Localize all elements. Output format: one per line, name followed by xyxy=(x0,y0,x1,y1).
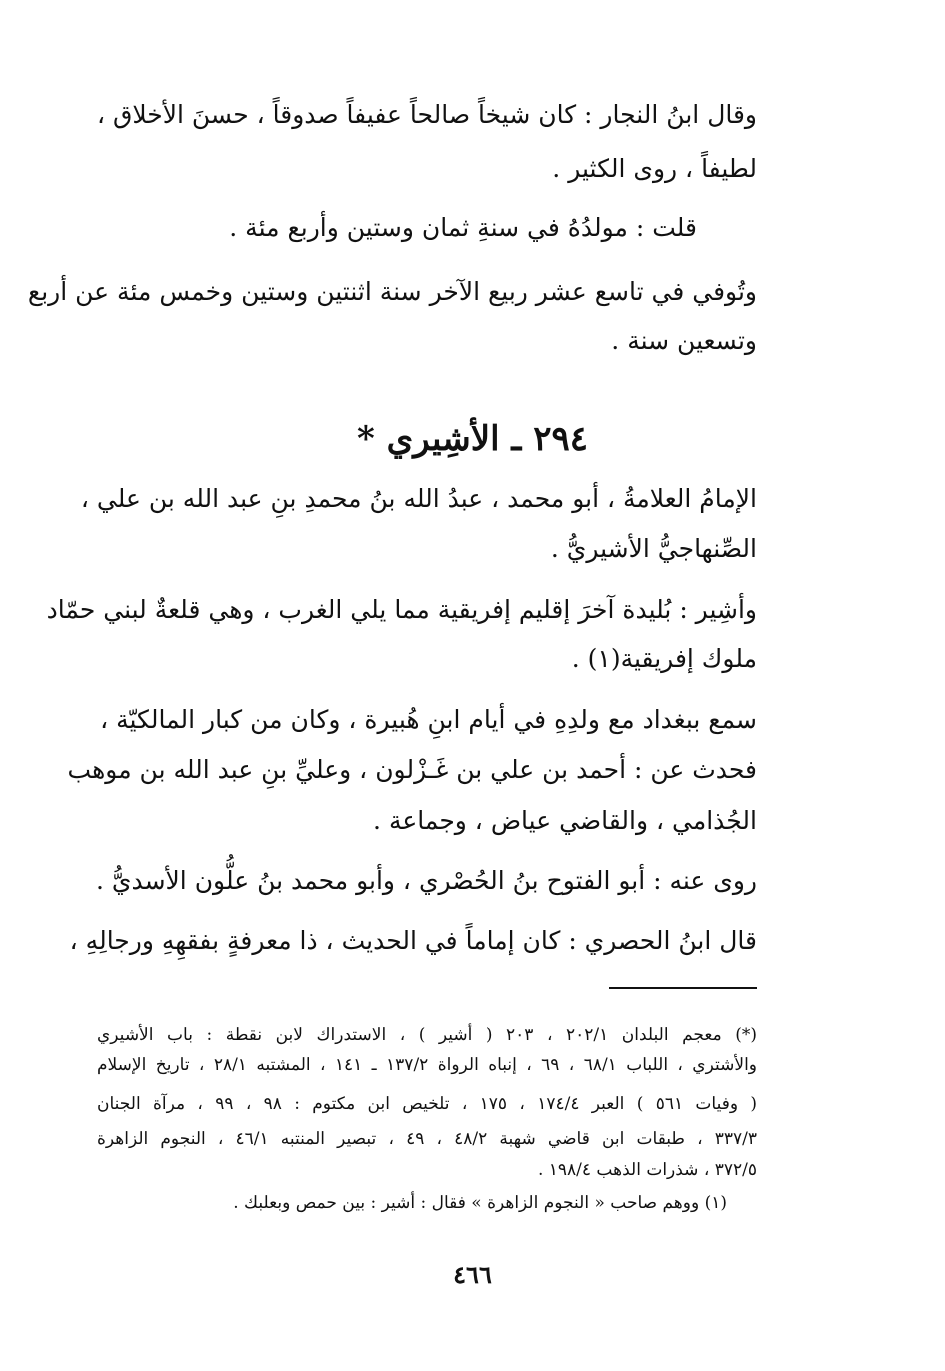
body-line: قلت : مولدُهُ في سنةِ ثمان وستين وأربع مئة . xyxy=(229,213,697,242)
body-line: وقال ابنُ النجار : كان شيخاً صالحاً عفيفاً صدوقاً ، حسنَ الأخلاق ، xyxy=(96,100,757,129)
body-line: وتُوفي في تاسع عشر ربيع الآخر سنة اثنتين وستين وخمس مئة عن أربع xyxy=(27,277,757,306)
body-line: الصِّنهاجيُّ الأشيريُّ . xyxy=(550,534,757,563)
body-line: الإمامُ العلامةُ ، أبو محمد ، عبدُ الله بنُ محمدِ بنِ عبد الله بن علي ، xyxy=(80,484,757,513)
body-line: لطيفاً ، روى الكثير . xyxy=(552,154,757,183)
body-line: قال ابنُ الحصري : كان إماماً في الحديث ، ذا معرفةٍ بفقهِهِ ورجالِهِ ، xyxy=(69,926,757,955)
footnote-line: والأشتري ، اللباب ٦٨/١ ، ٦٩ ، إنباه الرواة ١٣٧/٢ ـ ١٤١ ، المشتبه ٢٨/١ ، تاريخ الإسلام xyxy=(97,1055,757,1075)
body-line: ملوك إفريقية(١) . xyxy=(571,644,757,673)
body-line: الجُذامي ، والقاضي عياض ، وجماعة . xyxy=(373,806,757,835)
body-line: وتسعين سنة . xyxy=(611,326,757,355)
body-line: سمع ببغداد مع ولدِهِ في أيام ابنِ هُبيرة ، وكان من كبار المالكيّة ، xyxy=(100,705,757,734)
body-line: فحدث عن : أحمد بن علي بن غَـزْلون ، وعليِّ بنِ عبد الله بن موهب xyxy=(67,755,757,784)
body-line: وأشِير : بُليدة آخرَ إقليم إفريقية مما يلي الغرب ، وهي قلعةٌ لبني حمّاد xyxy=(46,595,757,624)
footnote-line: ( وفيات ٥٦١ ) العبر ١٧٤/٤ ، ١٧٥ ، تلخيص ابن مكتوم : ٩٨ ، ٩٩ ، مرآة الجنان xyxy=(97,1094,758,1114)
entry-heading: ٢٩٤ ـ الأشِيري * xyxy=(356,419,588,459)
footnote-divider xyxy=(609,987,757,989)
page-number: ٤٦٦ xyxy=(453,1260,492,1289)
footnote-line: (١) ووهم صاحب « النجوم الزاهرة » فقال : أشير : بين حمص وبعلبك . xyxy=(233,1193,727,1213)
footnote-line: (*) معجم البلدان ٢٠٢/١ ، ٢٠٣ ( أشير ) ، الاستدراك لابن نقطة : باب الأشيري xyxy=(97,1025,757,1045)
footnote-line: ٣٧٢/٥ ، شذرات الذهب ١٩٨/٤ . xyxy=(537,1160,757,1180)
footnote-line: ٣٣٧/٣ ، طبقات ابن قاضي شهبة ٤٨/٢ ، ٤٩ ، تبصير المنتبه ٤٦/١ ، النجوم الزاهرة xyxy=(97,1129,758,1149)
body-line: روى عنه : أبو الفتوح بنُ الحُصْري ، وأبو محمد بنُ علُّون الأسديُّ . xyxy=(96,866,757,895)
